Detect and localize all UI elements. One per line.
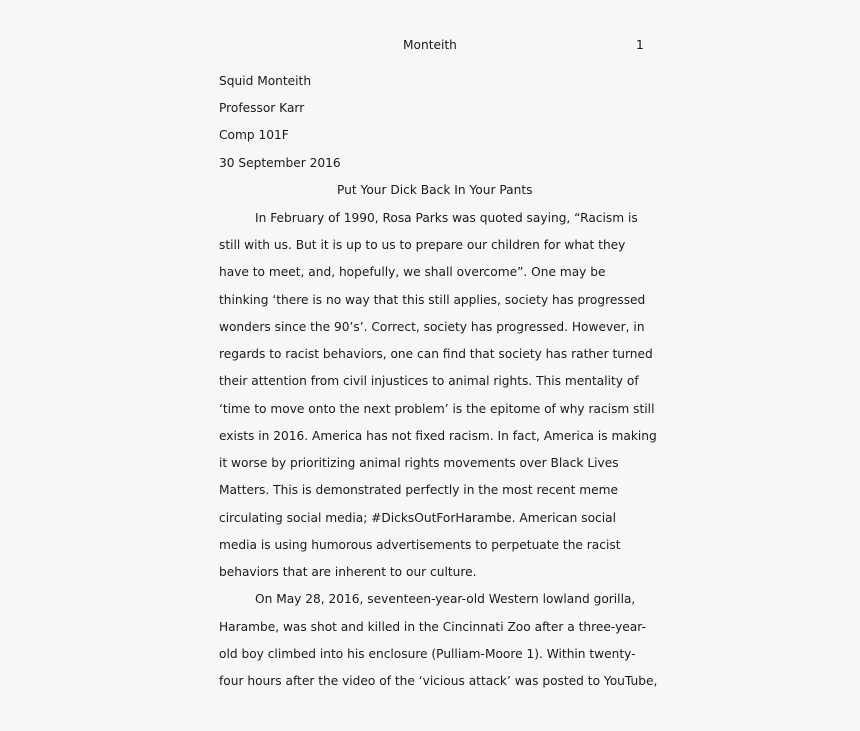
paragraph-1-line-4: thinking ‘there is no way that this still applies, society has progressed — [219, 293, 646, 307]
paragraph-1-line-14: behaviors that are inherent to our culture. — [219, 565, 477, 579]
running-head: Monteith — [403, 38, 457, 52]
paragraph-1-line-12: circulating social media; #DicksOutForHarambe. American social — [219, 511, 616, 525]
page-number: 1 — [636, 38, 644, 52]
paragraph-2-line-4: four hours after the video of the ‘vicious attack’ was posted to YouTube, — [219, 674, 658, 688]
paragraph-1-line-9: exists in 2016. America has not fixed racism. In fact, America is making — [219, 429, 657, 443]
paragraph-2-line-3: old boy climbed into his enclosure (Pulliam-Moore 1). Within twenty- — [219, 647, 636, 661]
paragraph-1-line-6: regards to racist behaviors, one can find that society has rather turned — [219, 347, 653, 361]
author-name: Squid Monteith — [219, 74, 312, 88]
course-name: Comp 101F — [219, 128, 289, 142]
paragraph-2-line-1: On May 28, 2016, seventeen-year-old Western lowland gorilla, — [255, 592, 636, 606]
paragraph-2-line-2: Harambe, was shot and killed in the Cincinnati Zoo after a three-year- — [219, 620, 646, 634]
paragraph-1-line-1: In February of 1990, Rosa Parks was quoted saying, “Racism is — [255, 211, 638, 225]
paragraph-1-line-3: have to meet, and, hopefully, we shall overcome”. One may be — [219, 265, 606, 279]
paragraph-1-line-10: it worse by prioritizing animal rights movements over Black Lives — [219, 456, 619, 470]
document-page — [219, 0, 658, 731]
essay-title: Put Your Dick Back In Your Pants — [337, 183, 533, 197]
paragraph-1-line-5: wonders since the 90’s’. Correct, society has progressed. However, in — [219, 320, 645, 334]
paragraph-1-line-13: media is using humorous advertisements to perpetuate the racist — [219, 538, 621, 552]
paragraph-1-line-11: Matters. This is demonstrated perfectly in the most recent meme — [219, 483, 619, 497]
instructor-name: Professor Karr — [219, 101, 305, 115]
paragraph-1-line-2: still with us. But it is up to us to prepare our children for what they — [219, 238, 626, 252]
paragraph-1-line-8: ‘time to move onto the next problem’ is the epitome of why racism still — [219, 402, 655, 416]
paragraph-1-line-7: their attention from civil injustices to animal rights. This mentality of — [219, 374, 639, 388]
date: 30 September 2016 — [219, 156, 341, 170]
